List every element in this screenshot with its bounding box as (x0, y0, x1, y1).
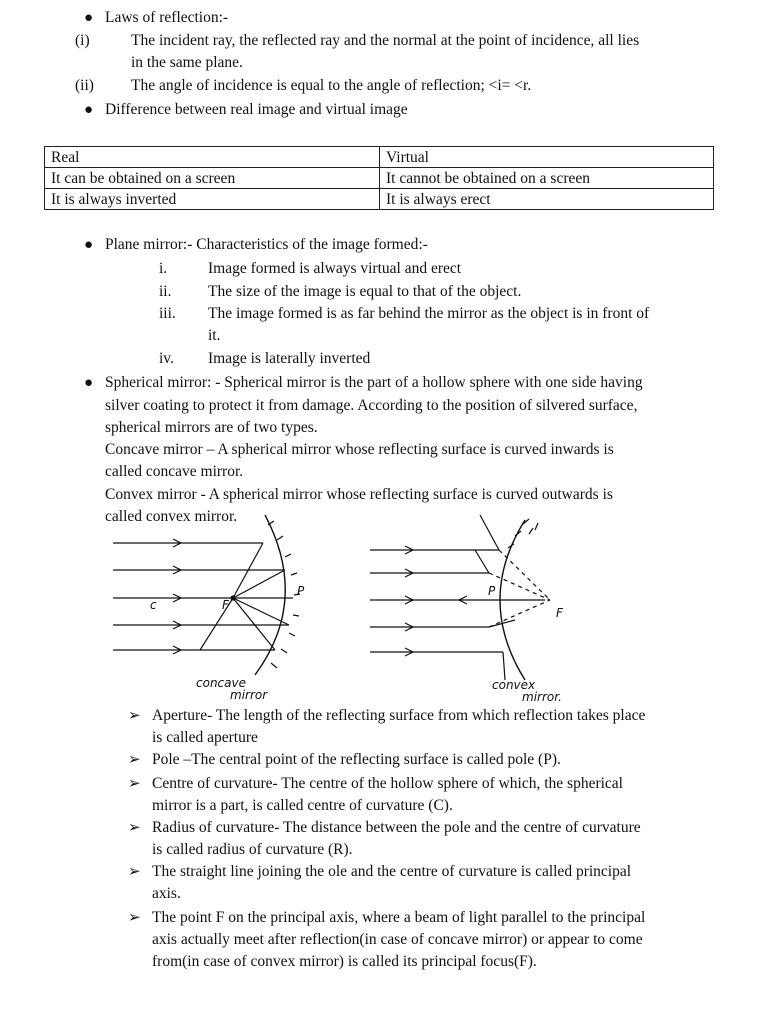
definition-text: axis. (152, 885, 181, 902)
list-number: iii. (159, 305, 176, 322)
spherical-text: Concave mirror – A spherical mirror whose reflecting surface is curved inwards is (105, 441, 614, 458)
law-text: The incident ray, the reflected ray and the normal at the point of incidence, all lies (131, 32, 640, 49)
arrow-bullet-icon: ➢ (128, 708, 141, 724)
arrow-bullet-icon: ➢ (128, 910, 141, 926)
concave-mirror-diagram (105, 515, 315, 700)
list-number: i. (159, 260, 168, 277)
table-header-cell: Real (45, 147, 380, 168)
list-item: The size of the image is equal to that of the object. (208, 283, 522, 300)
table-cell: It is always erect (380, 189, 714, 210)
arrow-bullet-icon: ➢ (128, 820, 141, 836)
focus-label: F (556, 606, 563, 620)
spherical-text: called convex mirror. (105, 508, 238, 525)
difference-heading: Difference between real image and virtual image (105, 101, 408, 118)
definition-text: is called aperture (152, 729, 258, 746)
comparison-table (44, 146, 714, 210)
list-item: it. (208, 327, 221, 344)
focus-label: F (222, 598, 229, 612)
definition-text: Pole –The central point of the reflecting surface is called pole (P). (152, 751, 561, 768)
center-label: c (150, 598, 157, 612)
definition-text: axis actually meet after reflection(in case of concave mirror) or appear to come (152, 931, 643, 948)
list-item: Image is laterally inverted (208, 350, 371, 367)
pole-label: P (488, 584, 496, 598)
definition-text: mirror is a part, is called centre of curvature (C). (152, 797, 453, 814)
table-header-row (45, 147, 714, 168)
bullet-dot: ● (84, 237, 94, 253)
table-row (45, 189, 714, 210)
table-cell: It can be obtained on a screen (45, 168, 380, 189)
definition-text: The point F on the principal axis, where a beam of light parallel to the principal (152, 909, 646, 926)
convex-mirror-diagram (365, 510, 575, 695)
spherical-text: silver coating to protect it from damage. According to the position of silvered surface, (105, 397, 638, 414)
bullet-dot: ● (84, 10, 94, 26)
table-cell: It cannot be obtained on a screen (380, 168, 714, 189)
convex-caption: convex (492, 678, 536, 692)
list-item: The image formed is as far behind the mirror as the object is in front of (208, 305, 650, 322)
arrow-bullet-icon: ➢ (128, 752, 141, 768)
table-header-cell: Virtual (380, 147, 714, 168)
table-cell: It is always inverted (45, 189, 380, 210)
concave-caption: mirror (230, 688, 268, 702)
bullet-dot: ● (84, 102, 94, 118)
spherical-text: Convex mirror - A spherical mirror whose reflecting surface is curved outwards is (105, 486, 613, 503)
concave-caption: concave (196, 676, 246, 690)
definition-text: is called radius of curvature (R). (152, 841, 353, 858)
definition-text: The straight line joining the ole and the centre of curvature is called principal (152, 863, 632, 880)
convex-caption: mirror. (522, 690, 562, 704)
list-number: iv. (159, 350, 174, 367)
bullet-dot: ● (84, 375, 94, 391)
arrow-bullet-icon: ➢ (128, 864, 141, 880)
list-item: Image formed is always virtual and erect (208, 260, 462, 277)
law-text: in the same plane. (131, 54, 243, 71)
spherical-text: spherical mirrors are of two types. (105, 419, 318, 436)
pole-label: P (297, 584, 305, 598)
definition-text: Radius of curvature- The distance between the pole and the centre of curvature (152, 819, 641, 836)
laws-heading: Laws of reflection:- (105, 9, 229, 26)
definition-text: Centre of curvature- The centre of the hollow sphere of which, the spherical (152, 775, 623, 792)
law-number: (ii) (75, 77, 94, 94)
spherical-text: Spherical mirror: - Spherical mirror is the part of a hollow sphere with one side having (105, 374, 643, 391)
list-number: ii. (159, 283, 172, 300)
definition-text: from(in case of convex mirror) is called its principal focus(F). (152, 953, 537, 970)
law-number: (i) (75, 32, 90, 49)
table-row (45, 168, 714, 189)
definition-text: Aperture- The length of the reflecting surface from which reflection takes place (152, 707, 646, 724)
spherical-text: called concave mirror. (105, 463, 244, 480)
arrow-bullet-icon: ➢ (128, 776, 141, 792)
law-text: The angle of incidence is equal to the angle of reflection; <i= <r. (131, 77, 532, 94)
plane-heading: Plane mirror:- Characteristics of the image formed:- (105, 236, 428, 253)
